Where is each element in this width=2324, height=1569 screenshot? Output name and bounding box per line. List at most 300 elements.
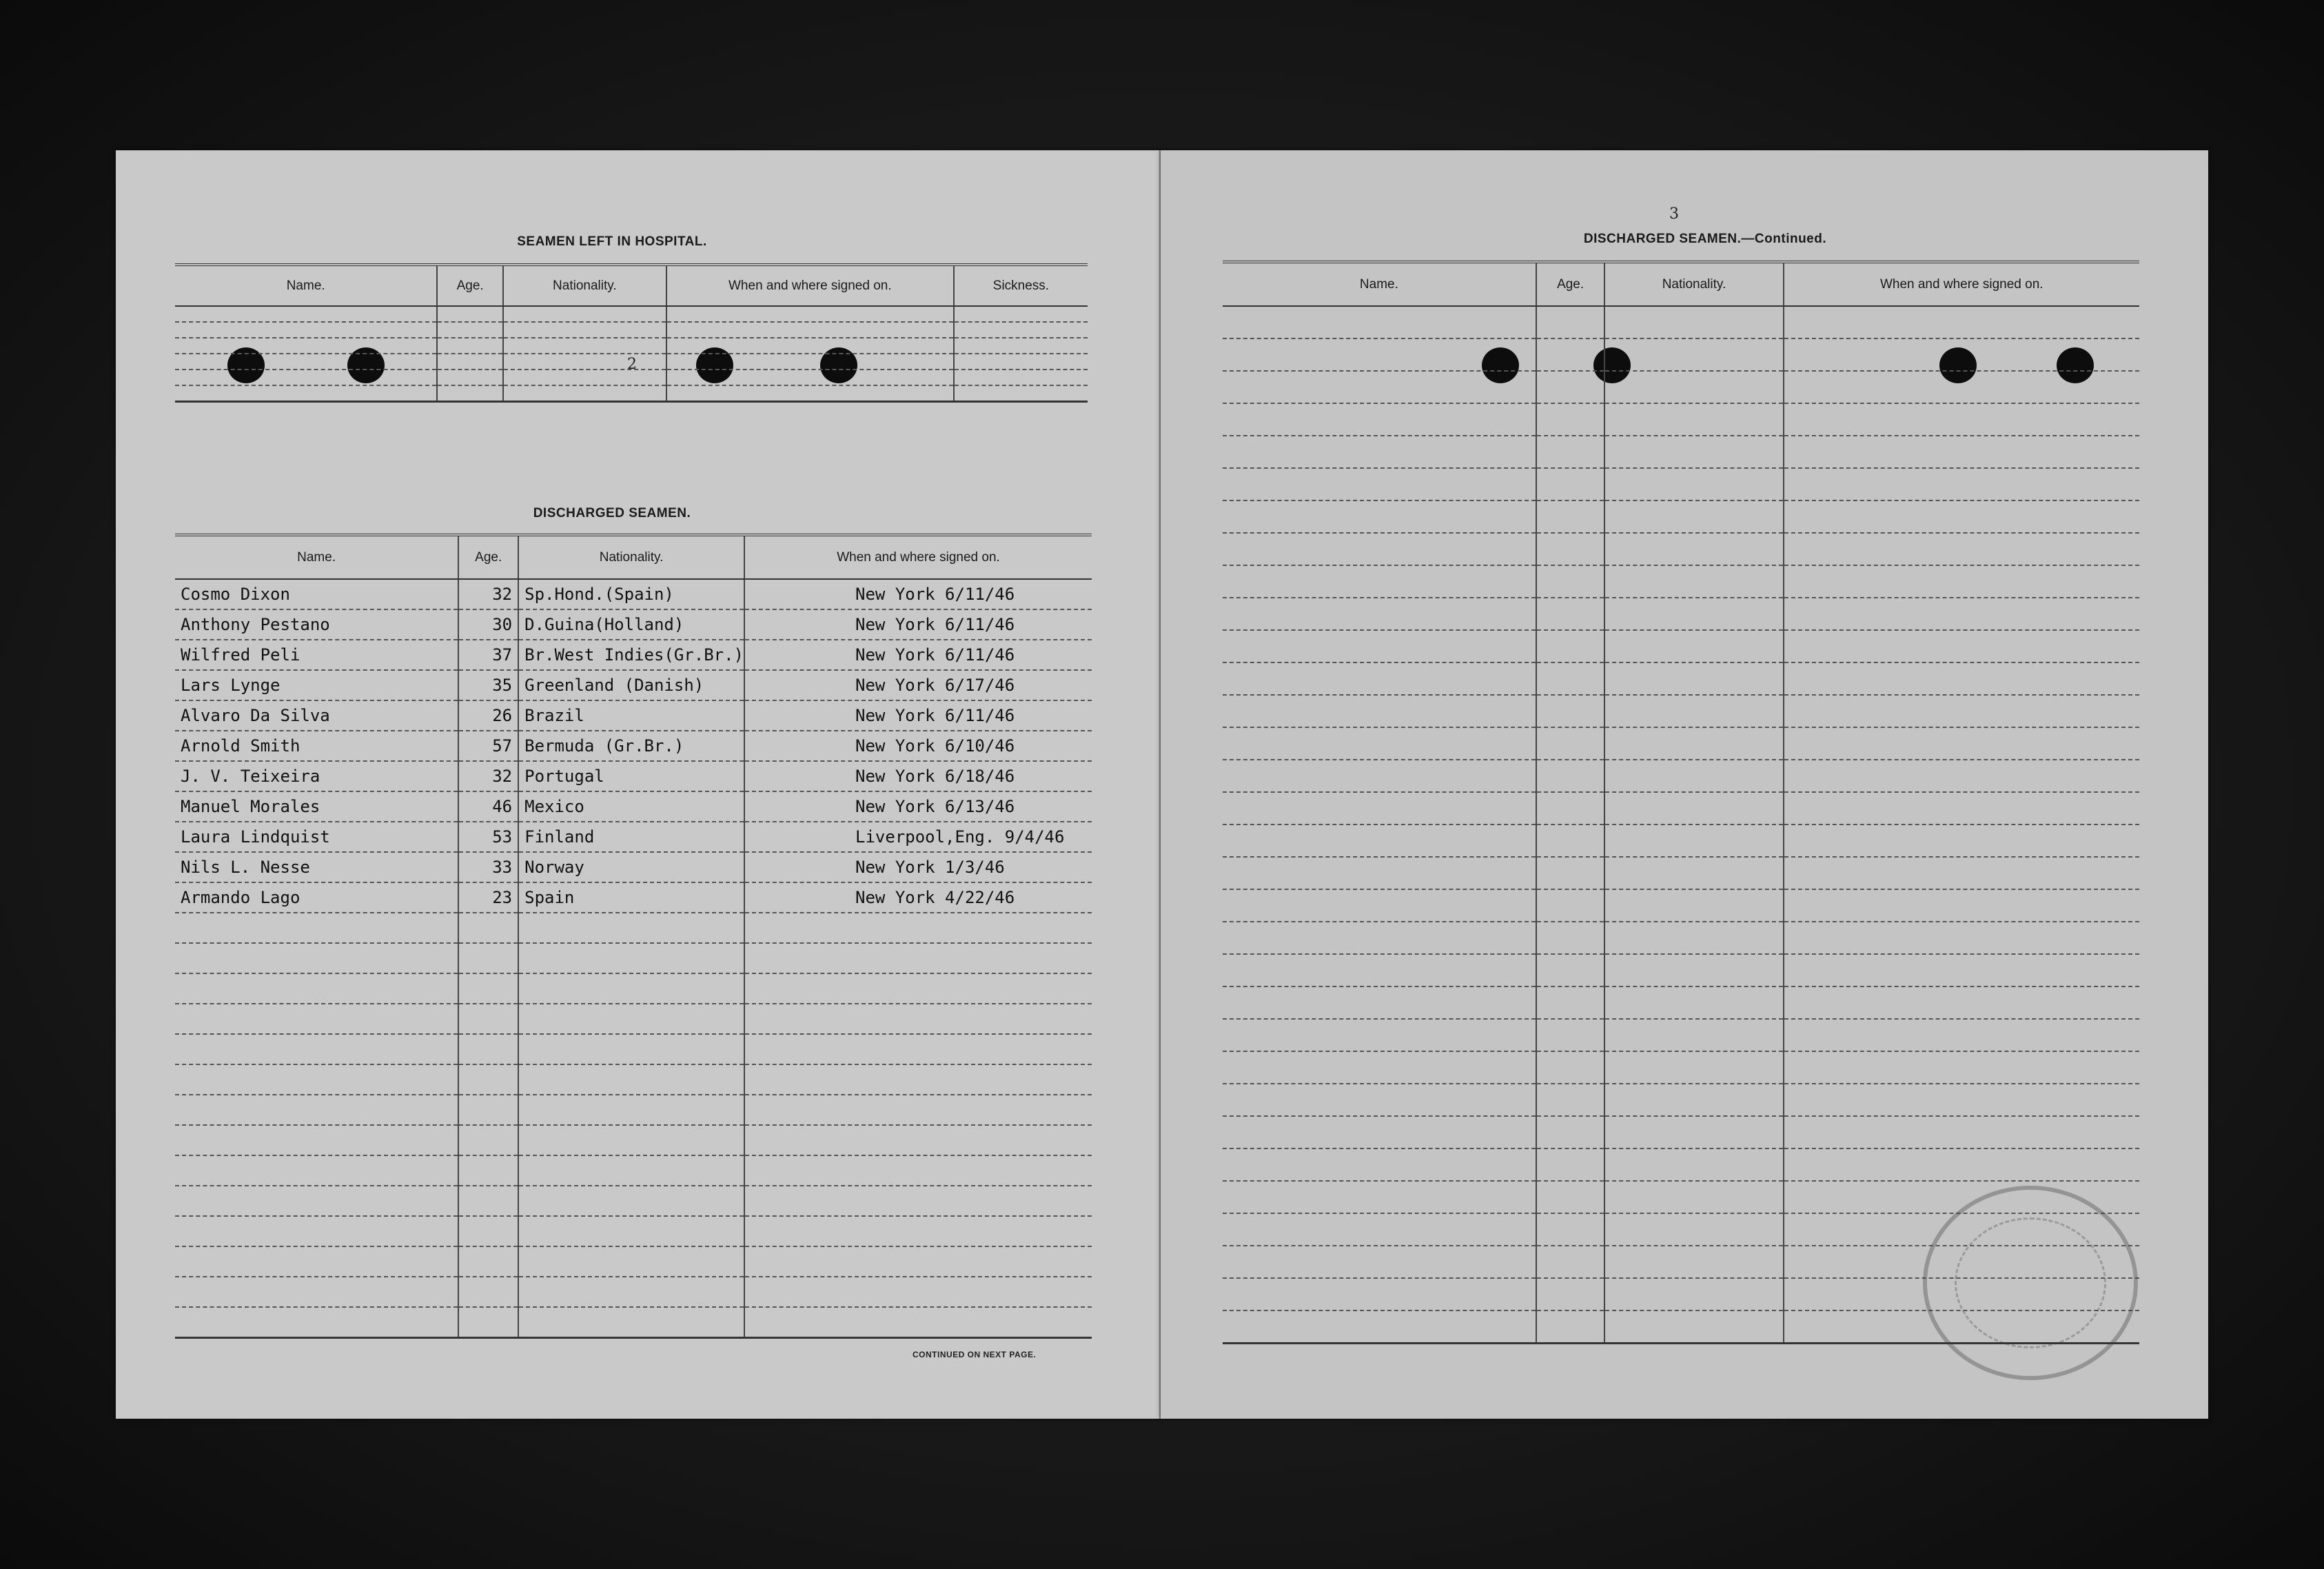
empty-cell	[1784, 922, 2139, 954]
empty-cell	[458, 1216, 518, 1246]
cell-age: 33	[458, 852, 518, 882]
cell-name: Alvaro Da Silva	[175, 700, 458, 731]
table-row	[175, 322, 1088, 338]
table-row	[1223, 727, 2139, 760]
empty-cell	[1784, 630, 2139, 662]
empty-cell	[458, 1095, 518, 1125]
empty-cell	[1536, 306, 1605, 338]
empty-cell	[503, 322, 666, 338]
discharged-continued-title: DISCHARGED SEAMEN.—Continued.	[1583, 232, 1827, 246]
table-row	[1223, 662, 2139, 695]
empty-cell	[744, 1095, 1092, 1125]
empty-cell	[1536, 954, 1605, 986]
cell-signed-on: New York 6/11/46	[744, 700, 1092, 731]
cell-age: 37	[458, 640, 518, 670]
empty-cell	[518, 1095, 744, 1125]
cell-name: Armando Lago	[175, 882, 458, 913]
cell-nationality: Br.West Indies(Gr.Br.)	[518, 640, 744, 670]
table-row	[1223, 824, 2139, 857]
empty-cell	[744, 1125, 1092, 1155]
discharged-title: DISCHARGED SEAMEN.	[533, 506, 691, 520]
table-row	[175, 973, 1092, 1004]
empty-cell	[1223, 1213, 1536, 1246]
empty-cell	[175, 338, 437, 354]
table-row	[175, 1064, 1092, 1095]
cell-name: Laura Lindquist	[175, 822, 458, 852]
table-row	[1223, 695, 2139, 727]
table-row	[1223, 857, 2139, 889]
col-signed-on: When and where signed on.	[744, 535, 1092, 579]
empty-cell	[1536, 436, 1605, 468]
empty-cell	[1784, 306, 2139, 338]
empty-cell	[1223, 500, 1536, 533]
empty-cell	[1784, 1148, 2139, 1181]
empty-cell	[954, 354, 1088, 370]
empty-cell	[1604, 630, 1783, 662]
table-row	[175, 761, 1092, 791]
empty-cell	[503, 354, 666, 370]
empty-cell	[1784, 792, 2139, 824]
empty-cell	[1604, 403, 1783, 436]
page-number: 3	[1669, 205, 1679, 223]
empty-cell	[1223, 824, 1536, 857]
col-name: Name.	[175, 535, 458, 579]
col-signed-on: When and where signed on.	[1784, 262, 2139, 306]
empty-cell	[1784, 662, 2139, 695]
empty-cell	[458, 913, 518, 943]
empty-cell	[1223, 792, 1536, 824]
empty-cell	[1536, 1116, 1605, 1148]
empty-cell	[1784, 371, 2139, 403]
empty-cell	[1784, 468, 2139, 500]
col-age: Age.	[1536, 262, 1605, 306]
empty-cell	[503, 338, 666, 354]
empty-cell	[1223, 760, 1536, 792]
empty-cell	[437, 338, 503, 354]
empty-cell	[1223, 436, 1536, 468]
empty-cell	[458, 1307, 518, 1337]
empty-cell	[744, 1277, 1092, 1307]
table-row	[175, 913, 1092, 943]
cell-nationality: Brazil	[518, 700, 744, 731]
empty-cell	[1536, 468, 1605, 500]
empty-cell	[503, 306, 666, 322]
cell-signed-on: New York 6/10/46	[744, 731, 1092, 761]
empty-cell	[175, 1034, 458, 1064]
empty-cell	[1223, 630, 1536, 662]
table-row	[1223, 306, 2139, 338]
empty-cell	[1223, 565, 1536, 598]
table-row	[175, 700, 1092, 731]
empty-cell	[1604, 306, 1783, 338]
hospital-table	[175, 263, 1088, 403]
empty-cell	[1604, 1084, 1783, 1116]
empty-cell	[744, 1034, 1092, 1064]
empty-cell	[1536, 1213, 1605, 1246]
cell-nationality: Bermuda (Gr.Br.)	[518, 731, 744, 761]
table-row	[175, 943, 1092, 973]
empty-cell	[1223, 338, 1536, 371]
empty-cell	[518, 1004, 744, 1034]
empty-cell	[1536, 1051, 1605, 1084]
empty-cell	[1536, 1278, 1605, 1310]
empty-cell	[666, 370, 954, 385]
empty-cell	[1536, 662, 1605, 695]
cell-name: Wilfred Peli	[175, 640, 458, 670]
table-row	[1223, 1051, 2139, 1084]
empty-cell	[744, 913, 1092, 943]
empty-cell	[1536, 824, 1605, 857]
table-row	[1223, 565, 2139, 598]
empty-cell	[1604, 889, 1783, 922]
empty-cell	[1604, 1181, 1783, 1213]
empty-cell	[1223, 1116, 1536, 1148]
empty-cell	[1784, 403, 2139, 436]
table-row	[175, 1095, 1092, 1125]
empty-cell	[744, 943, 1092, 973]
empty-cell	[1604, 1246, 1783, 1278]
empty-cell	[1536, 500, 1605, 533]
empty-cell	[1784, 695, 2139, 727]
empty-cell	[458, 1004, 518, 1034]
empty-cell	[744, 1064, 1092, 1095]
cell-signed-on: New York 6/11/46	[744, 579, 1092, 609]
empty-cell	[437, 322, 503, 338]
empty-cell	[503, 385, 666, 401]
col-age: Age.	[458, 535, 518, 579]
table-row	[1223, 1019, 2139, 1051]
table-row	[1223, 954, 2139, 986]
empty-cell	[1223, 727, 1536, 760]
empty-cell	[744, 1155, 1092, 1186]
table-row	[175, 882, 1092, 913]
empty-cell	[175, 1186, 458, 1216]
empty-cell	[175, 1246, 458, 1277]
cell-signed-on: New York 6/11/46	[744, 609, 1092, 640]
empty-cell	[954, 385, 1088, 401]
empty-cell	[1223, 598, 1536, 630]
empty-cell	[744, 1186, 1092, 1216]
empty-cell	[1223, 1051, 1536, 1084]
empty-cell	[1604, 468, 1783, 500]
empty-cell	[1604, 1019, 1783, 1051]
table-row	[1223, 986, 2139, 1019]
col-name: Name.	[175, 265, 437, 306]
empty-cell	[1223, 889, 1536, 922]
empty-cell	[1536, 1310, 1605, 1343]
empty-cell	[458, 1186, 518, 1216]
table-row	[175, 1186, 1092, 1216]
empty-cell	[458, 1246, 518, 1277]
cell-signed-on: New York 6/17/46	[744, 670, 1092, 700]
cell-age: 57	[458, 731, 518, 761]
cell-age: 35	[458, 670, 518, 700]
empty-cell	[518, 1155, 744, 1186]
empty-cell	[518, 1277, 744, 1307]
empty-cell	[1223, 371, 1536, 403]
empty-cell	[954, 306, 1088, 322]
table-row	[1223, 792, 2139, 824]
empty-cell	[175, 385, 437, 401]
cell-nationality: Mexico	[518, 791, 744, 822]
empty-cell	[175, 943, 458, 973]
empty-cell	[175, 1125, 458, 1155]
cell-name: J. V. Teixeira	[175, 761, 458, 791]
empty-cell	[1536, 922, 1605, 954]
empty-cell	[744, 1246, 1092, 1277]
table-row	[1223, 338, 2139, 371]
empty-cell	[503, 370, 666, 385]
empty-cell	[175, 973, 458, 1004]
empty-cell	[1223, 1278, 1536, 1310]
empty-cell	[458, 1125, 518, 1155]
empty-cell	[1536, 403, 1605, 436]
empty-cell	[1536, 1148, 1605, 1181]
empty-cell	[1536, 695, 1605, 727]
empty-cell	[1784, 565, 2139, 598]
empty-cell	[1536, 371, 1605, 403]
empty-cell	[458, 1034, 518, 1064]
empty-cell	[1604, 500, 1783, 533]
empty-cell	[1604, 760, 1783, 792]
empty-cell	[1784, 436, 2139, 468]
table-row	[175, 1125, 1092, 1155]
empty-cell	[1536, 533, 1605, 565]
empty-cell	[666, 322, 954, 338]
empty-cell	[1604, 1116, 1783, 1148]
table-row	[175, 1216, 1092, 1246]
empty-cell	[1536, 630, 1605, 662]
empty-cell	[744, 1307, 1092, 1337]
table-row	[175, 370, 1088, 385]
hospital-title: SEAMEN LEFT IN HOSPITAL.	[517, 234, 707, 249]
empty-cell	[175, 370, 437, 385]
empty-cell	[1223, 695, 1536, 727]
table-row	[1223, 760, 2139, 792]
empty-cell	[518, 1307, 744, 1337]
table-row	[175, 791, 1092, 822]
empty-cell	[744, 973, 1092, 1004]
col-signed-on: When and where signed on.	[666, 265, 954, 306]
empty-cell	[1223, 1084, 1536, 1116]
table-row	[1223, 468, 2139, 500]
empty-cell	[954, 338, 1088, 354]
empty-cell	[518, 913, 744, 943]
table-row	[175, 852, 1092, 882]
empty-cell	[437, 306, 503, 322]
empty-cell	[1784, 857, 2139, 889]
cell-signed-on: New York 6/13/46	[744, 791, 1092, 822]
empty-cell	[1604, 565, 1783, 598]
empty-cell	[175, 354, 437, 370]
cell-signed-on: New York 1/3/46	[744, 852, 1092, 882]
table-row	[175, 1307, 1092, 1337]
cell-age: 32	[458, 761, 518, 791]
cell-age: 30	[458, 609, 518, 640]
empty-cell	[1223, 1181, 1536, 1213]
cell-nationality: Spain	[518, 882, 744, 913]
empty-cell	[458, 1155, 518, 1186]
table-row	[175, 385, 1088, 401]
table-row	[175, 338, 1088, 354]
empty-cell	[1784, 598, 2139, 630]
cell-name: Anthony Pestano	[175, 609, 458, 640]
empty-cell	[1223, 1246, 1536, 1278]
table-row	[175, 609, 1092, 640]
cell-nationality: Greenland (Danish)	[518, 670, 744, 700]
empty-cell	[1536, 565, 1605, 598]
table-row	[1223, 403, 2139, 436]
cell-nationality: Sp.Hond.(Spain)	[518, 579, 744, 609]
empty-cell	[1536, 760, 1605, 792]
empty-cell	[1604, 792, 1783, 824]
table-row	[175, 1004, 1092, 1034]
empty-cell	[175, 913, 458, 943]
ink-stamp	[1923, 1186, 2138, 1380]
cell-age: 32	[458, 579, 518, 609]
cell-nationality: Finland	[518, 822, 744, 852]
empty-cell	[1604, 857, 1783, 889]
table-row	[1223, 533, 2139, 565]
empty-cell	[1604, 986, 1783, 1019]
empty-cell	[954, 370, 1088, 385]
empty-cell	[1784, 1019, 2139, 1051]
empty-cell	[1536, 338, 1605, 371]
empty-cell	[1604, 598, 1783, 630]
empty-cell	[1604, 338, 1783, 371]
table-row	[1223, 1148, 2139, 1181]
empty-cell	[1784, 986, 2139, 1019]
cell-signed-on: New York 6/18/46	[744, 761, 1092, 791]
empty-cell	[666, 306, 954, 322]
empty-cell	[1536, 792, 1605, 824]
empty-cell	[1784, 727, 2139, 760]
empty-cell	[1604, 1148, 1783, 1181]
empty-cell	[1223, 662, 1536, 695]
empty-cell	[1604, 371, 1783, 403]
empty-cell	[518, 1034, 744, 1064]
empty-cell	[1223, 857, 1536, 889]
empty-cell	[1536, 1181, 1605, 1213]
col-name: Name.	[1223, 262, 1536, 306]
empty-cell	[518, 1125, 744, 1155]
table-row	[175, 670, 1092, 700]
empty-cell	[437, 385, 503, 401]
empty-cell	[1223, 922, 1536, 954]
table-row	[175, 306, 1088, 322]
col-sickness: Sickness.	[954, 265, 1088, 306]
cell-nationality: D.Guina(Holland)	[518, 609, 744, 640]
table-row	[1223, 598, 2139, 630]
empty-cell	[1223, 403, 1536, 436]
empty-cell	[1604, 533, 1783, 565]
table-row	[1223, 630, 2139, 662]
col-nationality: Nationality.	[1604, 262, 1783, 306]
cell-signed-on: New York 6/11/46	[744, 640, 1092, 670]
empty-cell	[1784, 954, 2139, 986]
empty-cell	[1536, 727, 1605, 760]
table-row	[175, 354, 1088, 370]
empty-cell	[518, 1216, 744, 1246]
empty-cell	[1784, 533, 2139, 565]
col-nationality: Nationality.	[503, 265, 666, 306]
empty-cell	[175, 1064, 458, 1095]
empty-cell	[437, 354, 503, 370]
table-row	[1223, 922, 2139, 954]
empty-cell	[1784, 824, 2139, 857]
empty-cell	[518, 1064, 744, 1095]
empty-cell	[1784, 889, 2139, 922]
empty-cell	[666, 338, 954, 354]
empty-cell	[458, 973, 518, 1004]
table-row	[175, 1034, 1092, 1064]
empty-cell	[1223, 986, 1536, 1019]
cell-age: 53	[458, 822, 518, 852]
empty-cell	[175, 1004, 458, 1034]
empty-cell	[1536, 1084, 1605, 1116]
cell-age: 23	[458, 882, 518, 913]
cell-name: Nils L. Nesse	[175, 852, 458, 882]
empty-cell	[1604, 1051, 1783, 1084]
empty-cell	[1536, 1019, 1605, 1051]
empty-cell	[1223, 533, 1536, 565]
empty-cell	[437, 370, 503, 385]
continued-note: CONTINUED ON NEXT PAGE.	[913, 1350, 1037, 1359]
empty-cell	[1604, 695, 1783, 727]
empty-cell	[744, 1004, 1092, 1034]
empty-cell	[1784, 500, 2139, 533]
empty-cell	[175, 306, 437, 322]
table-row	[1223, 500, 2139, 533]
empty-cell	[1784, 1084, 2139, 1116]
cell-name: Arnold Smith	[175, 731, 458, 761]
table-row	[175, 1155, 1092, 1186]
empty-cell	[1604, 954, 1783, 986]
empty-cell	[1604, 922, 1783, 954]
empty-cell	[1604, 1213, 1783, 1246]
empty-cell	[458, 943, 518, 973]
empty-cell	[1536, 1246, 1605, 1278]
empty-cell	[1604, 662, 1783, 695]
empty-cell	[518, 973, 744, 1004]
empty-cell	[1223, 1148, 1536, 1181]
empty-cell	[175, 1307, 458, 1337]
empty-cell	[1223, 468, 1536, 500]
empty-cell	[1784, 338, 2139, 371]
table-row	[1223, 436, 2139, 468]
empty-cell	[1604, 1278, 1783, 1310]
empty-cell	[1536, 598, 1605, 630]
table-row	[1223, 1116, 2139, 1148]
empty-cell	[1536, 986, 1605, 1019]
cell-signed-on: New York 4/22/46	[744, 882, 1092, 913]
table-row	[175, 1246, 1092, 1277]
discharged-continued-table	[1223, 261, 2139, 1344]
empty-cell	[1223, 306, 1536, 338]
empty-cell	[518, 1246, 744, 1277]
empty-cell	[1604, 1310, 1783, 1343]
left-page	[116, 150, 1161, 1419]
empty-cell	[458, 1277, 518, 1307]
empty-cell	[1536, 857, 1605, 889]
cell-age: 26	[458, 700, 518, 731]
empty-cell	[1223, 1019, 1536, 1051]
empty-cell	[175, 1216, 458, 1246]
empty-cell	[1223, 1310, 1536, 1343]
empty-cell	[458, 1064, 518, 1095]
table-row	[1223, 1084, 2139, 1116]
empty-cell	[666, 354, 954, 370]
